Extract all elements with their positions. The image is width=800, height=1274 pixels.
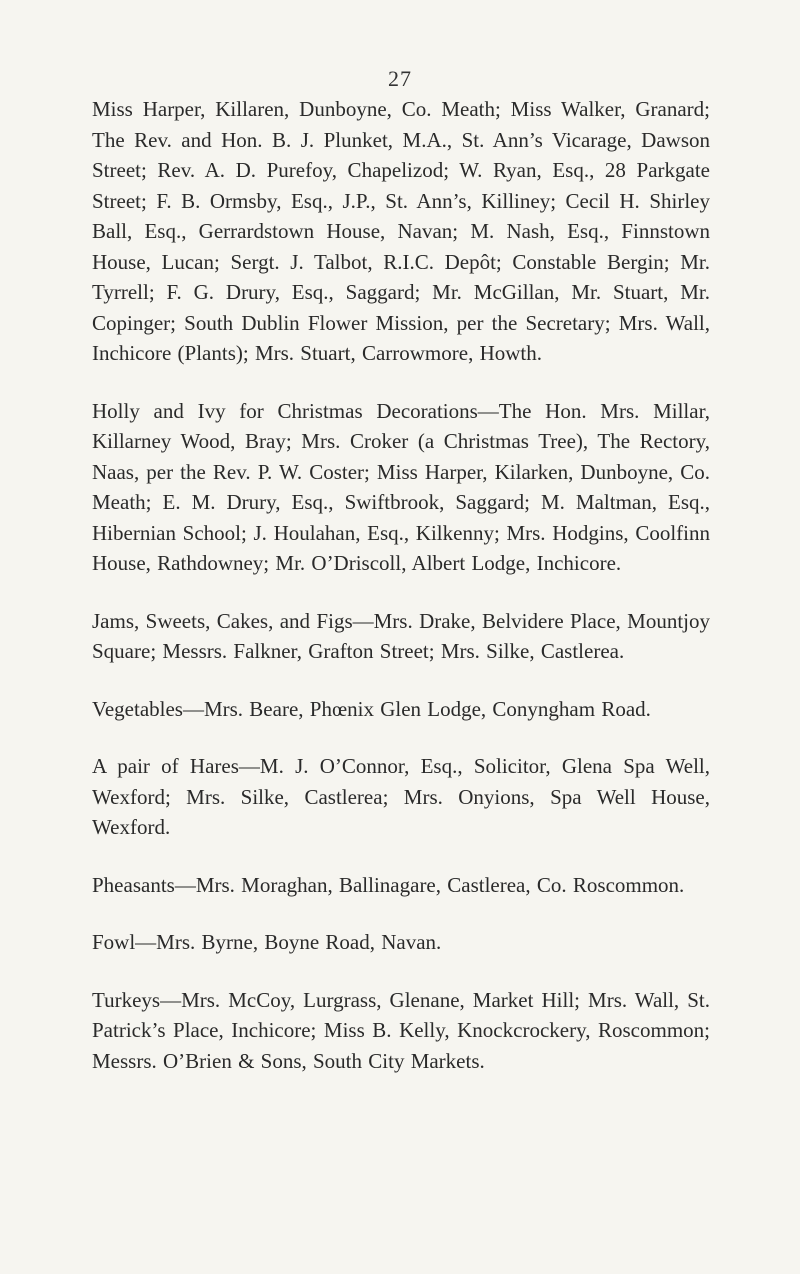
- paragraph-pheasants: Pheasants—Mrs. Moraghan, Ballinagare, Castlerea, Co. Roscommon.: [92, 872, 685, 897]
- paragraph-fowl: Fowl—Mrs. Byrne, Boyne Road, Navan.: [92, 930, 442, 954]
- page-number: 27: [388, 66, 412, 91]
- paragraph-general-donors: Miss Harper, Killaren, Dunboyne, Co. Meath; Miss Walker, Granard; The Rev. and Hon. B. J. Plunket, M.A., St. Ann’s Vicarage, Dawson Street; Rev. A. D. Purefoy, Chapelizod; W. Ryan, Esq., 28 Parkgate Street; F. B. Ormsby, Esq., J.P., St. Ann’s, Killiney; Cecil H. Shirley Ball, Esq., Gerrardstown House, Navan; M. Nash, Esq., Finnstown House, Lucan; Sergt. J. Talbot, R.I.C. Depôt; Constable Bergin; Mr. Tyrrell; F. G. Drury, Esq., Saggard; Mr. McGillan, Mr. Stuart, Mr. Copinger; South Dublin Flower Mission, per the Secretary; Mrs. Wall, Inchicore (Plants); Mrs. Stuart, Carrowmore, Howth.: [92, 97, 710, 365]
- paragraph-vegetables: Vegetables—Mrs. Beare, Phœnix Glen Lodge, Conyngham Road.: [92, 696, 651, 721]
- paragraph-hares: A pair of Hares—M. J. O’Connor, Esq., Solicitor, Glena Spa Well, Wexford; Mrs. Silke, Castlerea; Mrs. Onyions, Spa Well House, Wexford.: [92, 754, 710, 839]
- paragraph-holly-and-ivy: Holly and Ivy for Christmas Decorations—The Hon. Mrs. Millar, Killarney Wood, Bray; Mrs. Croker (a Christmas Tree), The Rectory, Naas, per the Rev. P. W. Coster; Miss Harper, Kilarken, Dunboyne, Co. Meath; E. M. Drury, Esq., Swiftbrook, Saggard; M. Maltman, Esq., Hibernian School; J. Houlahan, Esq., Kilkenny; Mrs. Hodgins, Coolfinn House, Rathdowney; Mr. O’Driscoll, Albert Lodge, Inchicore.: [92, 398, 710, 575]
- paragraph-jams-sweets: Jams, Sweets, Cakes, and Figs—Mrs. Drake, Belvidere Place, Mountjoy Square; Messrs. Falkner, Grafton Street; Mrs. Silke, Castlerea.: [92, 608, 710, 663]
- donations-list: [92, 94, 710, 1103]
- paragraph-turkeys: Turkeys—Mrs. McCoy, Lurgrass, Glenane, Market Hill; Mrs. Wall, St. Patrick’s Place, Inchicore; Miss B. Kelly, Knockcrockery, Roscommon; Messrs. O’Brien & Sons, South City Markets.: [92, 987, 710, 1073]
